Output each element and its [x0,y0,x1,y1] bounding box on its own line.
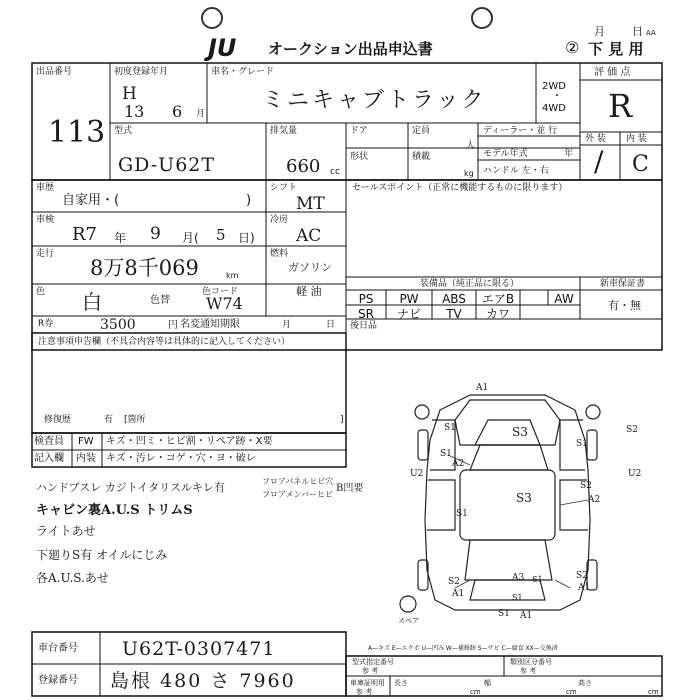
model-label: 型式 [114,126,133,136]
new-warranty-label: 新車保証書 [600,279,646,289]
lot-number-value: 113 [48,115,106,150]
damage-legend: A—キズ E—エクボ U—凹み W—補修跡 S—サビ C—腐食 XX—交換済 [368,645,558,652]
note-line-4: 下廻りS有 オイルにじみ [36,548,168,562]
equip-navi: ナビ [396,307,421,321]
recycle-value: 3500 [100,317,136,333]
inspection-year-unit: 年 [114,231,127,245]
first-registration-era: H [122,84,137,104]
length-cm: cm [470,688,481,696]
vehicle-name-label: 車名・グレード [211,67,275,77]
color-label: 色 [36,287,46,297]
aa-label: AA [646,29,656,37]
category-label: 類別区分番号 [510,658,552,666]
color-code-value: W74 [206,294,243,313]
notes-label: 注意事項申告欄（不具合内容等は具体的に記入してください） [38,337,291,347]
person-unit: 人 [466,141,476,151]
damage-mark: A3 [512,573,525,583]
brand-logo: JU [208,34,237,62]
interior-items-label: 内装 [76,453,96,464]
fuel-value: ガソリン [288,261,332,274]
repair-yes: 有 [104,415,114,425]
damage-mark: S1 [532,575,543,584]
ac-label: 冷房 [270,215,289,225]
shift-label: シフト [270,183,298,193]
equipment-label: 装備品（純正品に限る） [420,279,520,289]
damage-mark: U2 [628,469,642,479]
note-right-2: フロアメンバーヒビ [262,490,333,499]
model-value: GD-U62T [118,154,216,176]
drive-4wd: 4WD [542,103,566,114]
height-cm: cm [648,688,659,696]
day-label: 日 [632,25,643,38]
handle-label: ハンドル 左・右 [483,166,549,176]
inspection-day-unit: 日) [238,231,255,245]
displacement-value: 660 [286,156,321,177]
damage-mark: S1 [456,509,468,519]
name-change-day: 日 [326,320,336,330]
equip-sr: SR [358,307,374,321]
equip-pw: PW [399,292,419,306]
kg-unit: kg [464,169,474,178]
equip-ps: PS [358,292,374,306]
interior-items: キズ・汚レ・コゲ・穴・ヨ・破レ [106,453,256,464]
repair-close: ] [340,415,344,425]
vehicle-name-value: ミニキャブトラック [262,88,487,113]
after-items-label: 後日品 [350,321,378,331]
repair-history-label: 修復歴 [44,415,72,425]
entry-label: 記入欄 [34,453,64,464]
km-unit: km [226,271,239,280]
garage-cert-ref: 参 考 [356,688,373,696]
history-label: 車歴 [36,183,55,193]
damage-mark: S1 [498,609,510,619]
chassis-label: 車台番号 [38,643,78,654]
note-right-3: B凹要 [336,483,364,494]
note-line-1: ハンドブスレ カジトイタリスルキレ有 [36,481,225,494]
interior-label: 内 装 [626,134,647,144]
lot-number-label: 出品番号 [36,67,73,77]
equip-aw: AW [554,292,574,306]
history-close: ) [246,193,252,208]
inspection-use-label: 下 見 用 [588,40,644,58]
inspection-era: R7 [72,224,98,245]
width-label: 幅 [484,679,491,687]
damage-mark: S1 [512,593,523,602]
note-right-1: フロアパネルヒビ穴 [262,477,334,486]
recycle-label: R券 [38,319,54,329]
form-title: オークション出品申込書 [268,40,433,58]
damage-mark: S1 [440,449,452,459]
note-line-5: 各A.U.S.あせ [36,571,109,585]
fw-items: キズ・凹ミ・ヒビ割・リペア跡・X要 [106,436,273,447]
damage-mark: A2 [588,495,601,505]
exterior-value: / [594,145,604,178]
inspection-label: 車検 [36,215,55,225]
type-cert-label: 型式指定番号 [352,658,394,666]
inspection-day: 5 [216,226,226,244]
damage-mark: S3 [512,425,528,439]
history-value: 自家用・( [62,193,120,208]
damage-mark: A1 [578,583,591,593]
fuel-label: 燃料 [270,249,289,259]
fuel-alt: 軽 油 [296,285,322,298]
month-label: 月 [594,25,605,38]
year-unit: 年 [564,149,574,159]
color-value: 白 [82,290,102,314]
name-change-label: 名変通知期限 [180,319,240,330]
damage-mark: A1 [520,611,533,621]
first-registration-year: 13 [124,102,145,121]
shape-label: 形状 [350,152,369,162]
shift-value: MT [296,194,325,214]
damage-mark: S1 [444,423,456,433]
venue-mark: ② [565,38,580,57]
inspector-label: 検査員 [34,436,64,447]
score-label: 評 価 点 [594,67,631,78]
damage-mark: A2 [452,459,465,469]
repair-place: [箇所 [124,415,146,425]
load-label: 積載 [412,152,431,162]
width-cm: cm [566,688,577,696]
displacement-label: 排気量 [270,126,298,136]
length-label: 長さ [394,679,408,687]
door-label: ドア [350,126,368,136]
damage-mark: A1 [476,383,489,393]
first-registration-month: 6 [172,102,183,121]
chassis-value: U62T-0307471 [122,638,276,660]
damage-mark: S3 [516,491,532,505]
damage-mark: S1 [576,439,588,449]
interior-value: C [632,152,649,177]
yen-unit: 円 [168,320,178,331]
spare-label: スペア [398,617,419,625]
recolor-label: 色替 [150,295,170,306]
damage-mark: S2 [448,577,460,587]
equip-airbag: エアB [481,292,515,306]
dealer-label: ディーラー・並 行 [483,126,558,136]
first-registration-month-unit: 月 [196,109,206,119]
registration-value: 島根 480 さ 7960 [110,670,296,692]
exterior-label: 外 装 [585,134,606,144]
capacity-label: 定員 [412,126,431,136]
equip-leather: カワ [485,307,510,321]
drive-dot: ・ [552,91,562,102]
ac-value: AC [296,226,322,246]
mileage-value: 8万8千069 [90,256,199,280]
category-ref: 参 考 [520,667,537,675]
damage-mark: A1 [452,589,465,599]
equip-abs: ABS [442,292,466,306]
model-year-label: モデル年式 [483,149,528,159]
height-label: 高さ [578,679,592,687]
cc-unit: cc [330,167,340,177]
damage-mark: S2 [576,571,588,581]
damage-mark: S2 [626,425,638,435]
score-value: R [608,87,633,125]
inspection-month-unit: 月( [182,231,199,245]
damage-mark: U2 [410,469,424,479]
note-line-3: ライトあせ [36,524,96,538]
garage-cert-label: 車庫証明用 [350,679,385,687]
sales-point-label: セールスポイント（正常に機能するものに限ります） [352,183,568,193]
fw-label: FW [78,436,94,447]
color-code-label: 色コード [202,287,239,297]
first-registration-label: 初度登録年月 [114,67,169,77]
equip-tv: TV [446,307,462,321]
drive-2wd: 2WD [542,81,566,92]
warranty-options: 有・無 [608,299,641,312]
mileage-label: 走行 [36,249,55,259]
type-cert-ref: 参 考 [362,667,379,675]
damage-mark: S2 [580,481,592,491]
inspection-month: 9 [150,224,161,244]
registration-label: 登録番号 [38,675,78,686]
note-line-2: キャビン裏A.U.S トリムS [36,503,193,518]
name-change-month: 月 [282,320,292,330]
